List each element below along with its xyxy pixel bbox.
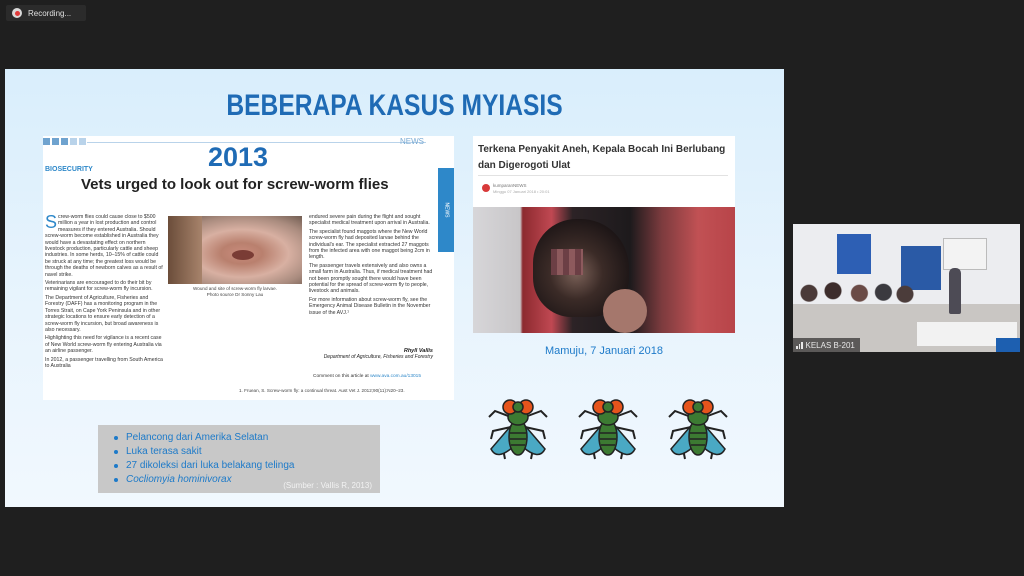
comment-line: Comment on this article at www.ava.com.au/13015: [313, 374, 422, 379]
article-year: 2013: [208, 142, 269, 172]
note-item: Luka terasa sakit: [126, 445, 380, 459]
article-column-1: Screw-worm flies could cause close to $500 million a year in lost production and control measures if they entered Australia. Should screw-worm become established in Australia they would have a devastating effect on northern livestock production, particularly cattle and sheep industries. In some herds, 10–15% of cattle could be struck at any time; the greatest loss would be through the deaths of newborn calves as a result of navel strike. Veterinarians are encouraged to do their bit by remaining vigilant for screw-worm fly incursion. The Department of Agriculture, Fisheries and Forestry (DAFF) has a monitoring program in the Torres Strait, on Cape York Peninsula and in other strategic locations to ensure early detection of a screw-worm fly incursion, but broad awareness is also necessary. Highlighting this need for vigilance is a recent case of New World screw-worm fly entering Australia via an airline passenger. In 2012, a passenger travelling from South America to Australia: [45, 212, 163, 369]
video-audience: [797, 274, 917, 322]
recording-indicator[interactable]: [6, 5, 86, 21]
divider: [478, 175, 728, 176]
participant-video[interactable]: [793, 224, 1020, 352]
case-caption: Mamuju, 7 Januari 2018: [544, 345, 663, 357]
paragraph: The Department of Agriculture, Fisheries and Forestry (DAFF) has a monitoring program in the Torres Strait, on Cape York Peninsula and in other strategic locations to ensure early detection of a screw-worm fly incursion, but broad awareness is also necessary.: [45, 294, 161, 333]
side-tab: NEWS: [438, 168, 454, 252]
author-signature: Rhyll Vallis Department of Agriculture, Fisheries and Forestry: [323, 348, 433, 360]
video-window: [837, 234, 871, 274]
pixelated-wound: [551, 249, 583, 275]
paragraph: endured severe pain during the flight and sought specialist medical treatment upon arrival in Australia.: [309, 214, 430, 227]
news-tag: NEWS: [400, 137, 424, 146]
video-corner: [996, 338, 1020, 352]
news-logo-icon: [482, 184, 490, 192]
article-section: BIOSECURITY: [45, 166, 93, 173]
paragraph: The passenger travels extensively and also owns a small farm in Australia. Thus, if medical treatment had not been promptly sought there would have been potential for the spread of screw-worm fly to people, livestock and animals.: [309, 262, 433, 295]
recording-label: Recording...: [28, 8, 72, 18]
article-headline: Vets urged to look out for screw-worm flies: [81, 176, 389, 193]
paragraph: In 2012, a passenger travelling from South America to Australia: [45, 356, 163, 369]
paragraph: The specialist found maggots where the New World screw-worm fly had deposited larvae behind the individual's ear. The specialist extracted 27 maggots from the infected area with one maggot being 2cm in length.: [309, 228, 430, 261]
fly-icon: [573, 387, 643, 467]
note-item: 27 dikoleksi dari luka belakang telinga: [126, 459, 380, 473]
news-headline: Terkena Penyakit Aneh, Kepala Bocah Ini Berlubang dan Digerogoti Ulat: [478, 144, 726, 171]
shoulder-image: [603, 289, 647, 333]
case-notes: [98, 425, 380, 493]
note-item-species: Cocliomyia hominivorax: [126, 473, 380, 487]
drop-cap: S: [45, 212, 58, 232]
paragraph: For more information about screw-worm fly, see the Emergency Animal Disease Bulletin in the November issue of the AVJ.¹: [309, 296, 431, 316]
fly-icon: [663, 387, 733, 467]
reference: 1. Fruean, S. Screw-worm fly: a continual threat. Aust Vet J. 2012;90(11):N20–23.: [239, 388, 405, 393]
article-column-2: [309, 214, 435, 318]
decorative-blocks: [43, 138, 86, 145]
wound-photo: [168, 216, 302, 284]
video-whiteboard: [943, 238, 987, 270]
article-clipping: [43, 136, 454, 400]
fly-icon: [483, 387, 553, 467]
slide-title: BEBERAPA KASUS MYIASIS: [226, 89, 563, 122]
fly-illustrations: [483, 387, 733, 467]
paragraph: Highlighting this need for vigilance is a recent case of New World screw-worm fly entering Australia via an airline passenger.: [45, 335, 162, 355]
note-item: Pelancong dari Amerika Selatan: [126, 431, 380, 445]
video-presenter: [949, 268, 961, 314]
case-photo: [473, 207, 735, 333]
photo-caption: Wound and site of screw-worm fly larvae. Photo source Dr Sonny Lau: [193, 286, 277, 297]
comment-link: www.ava.com.au/13015: [370, 374, 422, 379]
signal-bars-icon: [796, 342, 803, 349]
participant-label: [793, 338, 860, 352]
paragraph: Veterinarians are encouraged to do their bit by remaining vigilant for screw-worm fly incursion.: [45, 280, 153, 293]
shared-slide: [5, 69, 784, 507]
participant-name: KELAS B-201: [805, 340, 855, 350]
news-source: kumparanNEWS: [493, 183, 527, 188]
news-card: [473, 136, 735, 333]
news-date: Minggu 07 Januari 2018 • 20:01: [493, 189, 550, 194]
record-icon: [12, 8, 22, 18]
notes-source: (Sumber : Vallis R, 2013): [283, 481, 372, 490]
